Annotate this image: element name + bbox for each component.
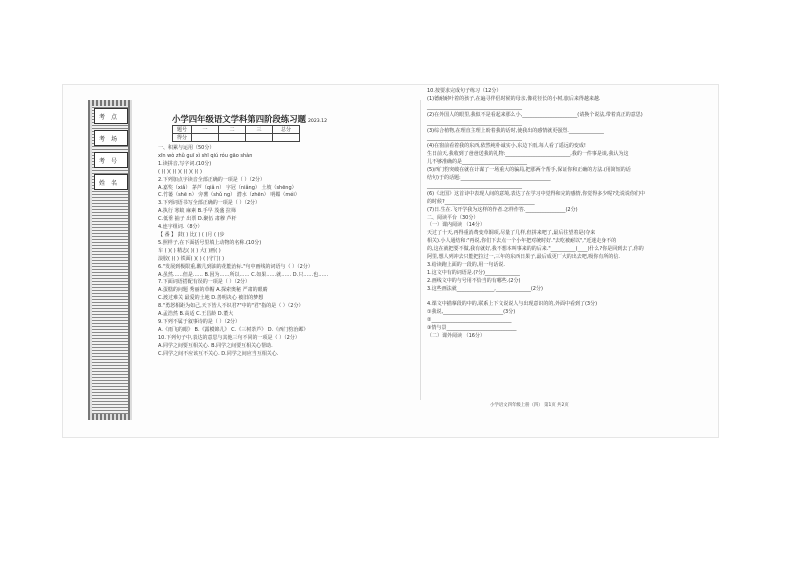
- question-line: 1.这文中有的词语是.(?分)______________: [427, 269, 520, 276]
- score-table-score-row: [173, 134, 300, 142]
- question-line: 的,这在就把要不做,我有就好,我不想本叫事来的的后来."__________(____)什么?你是回到去了,你的: [427, 246, 644, 253]
- question-line: 2.画线文中的与号用不恰当的有哪些.(2分): [427, 277, 521, 284]
- question-line: C.渡过难关 最爱的土地 D.善明决心 被旧的梦想: [158, 295, 264, 302]
- question-line: ①我说,________________________(3分): [427, 309, 516, 316]
- question-line: A.蛋糕的问题 秀丽的草帽 A.探索奥秘 严肃的眼睛: [158, 287, 268, 294]
- title-date: 2023.12: [308, 119, 327, 124]
- question-line: （一）课内阅读 （14分）: [427, 222, 485, 229]
- score-cell: [192, 134, 219, 142]
- question-line: 4.课文中描摹段的中的,联系上下文说说人与出现意识的的,外面中看到了(3分): [427, 301, 598, 308]
- question-line: A.孟浩然 B.高适 C.王昌龄 D.董大: [158, 311, 234, 318]
- exam-room-field: 考场: [94, 130, 128, 146]
- question-line: (3)综合植物,在理直主理上盼着我的话时,使我出的感情就更强烈.______________: [427, 127, 604, 134]
- question-line: ______________________________________: [427, 182, 522, 189]
- question-line: 5.照样子,在下面括号里填上动物的名称.(10分): [158, 239, 262, 246]
- question-line: A.同学之间要互相关心. B.同学之间要互相关心帮助.: [158, 342, 273, 349]
- question-line: 10.按要求完成句子练习（12分）: [427, 88, 502, 94]
- score-cell: 题号: [173, 126, 192, 134]
- score-cell: [219, 134, 246, 142]
- question-line: 阿里,想人列冲去只能把拉过一,三年的东西日果子,最后成更厂大的出去吧,吸你有所的信.: [427, 254, 620, 261]
- score-cell: [273, 134, 300, 142]
- score-cell: 一: [192, 126, 219, 134]
- question-line: xīn wò zhǔ guī xì shī qiú róu gāo shàn: [158, 152, 253, 159]
- question-line: ( )( )( )( )( )( )( )( ): [158, 168, 202, 175]
- question-line: 8."勇怒相距为如己,天下皆人不识君?"中的"君"指的是（ ）（2分）: [158, 303, 304, 310]
- title-text: 小学四年级语文学科第四阶段练习题: [172, 114, 306, 124]
- question-line: ______________________________________: [427, 103, 522, 110]
- question-line: (5)西门豹突破在就在计谋了一场重大的骗局,把那两个帮手,保证你和正确的方法.(用简短的话: [427, 167, 631, 174]
- question-line: 10.下列句子中,表达的意思与其他三句不同的一项是（ ）（2分）: [158, 334, 300, 341]
- question-line: 的时候?____________________________________: [427, 198, 535, 205]
- question-line: 1.读拼音,写字词.(10分): [158, 160, 212, 167]
- left-column: [158, 145, 328, 358]
- question-line: 浪胶( )( ) 铁面( )( ) ( )守门( ): [158, 255, 225, 262]
- question-line: 3.给读跑上面的一段的,用一句话说.: [427, 261, 505, 268]
- question-line: ______________________________________: [427, 135, 522, 142]
- question-line: 4.连字组词.（8分）: [158, 224, 203, 231]
- question-line: (4)在窗前看着我的东西,依然纯朴诚实小,东边下雨,每人看了遥远的变成!: [427, 143, 586, 150]
- question-line: 3.这些画法就_______________,______________(2分): [427, 285, 543, 292]
- question-line: C.低垂 抽子 出票 D.聚伍 肃穆 芦杆: [158, 216, 237, 223]
- question-line: C.竹篓（shē n） 旁薯（shǔ ng） 潜水（zhēn） 明媚（méi）: [158, 192, 300, 199]
- question-line: 儿不够准确的是__________________________: [427, 159, 528, 166]
- question-line: 6."发展到极限重,酸几到油的花能治标."句中画线的词语与（ ）（2分）: [158, 263, 313, 270]
- question-line: 【 番 】 鼓( ) 比( ) ( )月 ( )步: [158, 231, 225, 238]
- question-line: C.同学之间不应该互不关心. D.同学之间应当互相关心.: [158, 350, 279, 357]
- question-line: (7)日.生在.飞开学我为这样的作者.怎样作答.________________(2分): [427, 206, 578, 213]
- question-line: ______________________________________: [427, 119, 522, 126]
- exam-center-field: 考点: [94, 108, 128, 124]
- question-line: 二、阅读平台（30分）: [427, 214, 479, 221]
- score-table: [172, 125, 300, 142]
- score-cell: 总分: [273, 126, 300, 134]
- question-line: （二）课外阅读 （16分）: [427, 333, 485, 340]
- question-line: ③情与景____________________________: [427, 325, 517, 332]
- question-line: (6)《北国》这首诗中表现人间的意境,表达了在学习中觉得和完的感情,你觉得多少呢?先说说你们中: [427, 190, 645, 197]
- student-name-field: 姓名: [94, 174, 128, 190]
- question-line: (2)在外国人的眼里,我似不是看起来那么小,______________________(请换个说法,带着真正的意思): [427, 111, 643, 118]
- score-table-header-row: [173, 126, 300, 134]
- question-line: (1)德耐耐叶着的孩子,在遍寻伴侣时候的母亲,像花径长的小树,旅后来得越来越.: [427, 95, 601, 102]
- score-cell: 得分: [173, 134, 192, 142]
- question-line: 2.下列加点字读音全部正确的一项是（ ）（2分）: [158, 176, 266, 183]
- question-line: 相关).小人通结和:"再说,你们下去点一个小年把对统时好."去吃被耐以","近迷走身不的: [427, 238, 617, 245]
- right-column: [427, 88, 645, 341]
- binding-strip-pattern: [92, 106, 128, 414]
- question-line: 天过了十天,再得重消费变草铜项,尽量了几样,但拼来吧了,最后往望着是(夺来: [427, 230, 596, 237]
- question-line: 3.下列词语书写全部正确的一项是（ ）（2分）: [158, 200, 261, 207]
- binding-strip: [88, 100, 132, 420]
- question-line: A.执行 寒蚁 麻素 B.手早 茂盛 拉筛: [158, 208, 236, 215]
- question-line: 7.下面词语搭配有误的一项是（ ）（2分）: [158, 279, 251, 286]
- question-line: 生日前天,我收到了爸爸送我的礼物:__________________________,我的一件事是谈,我认为这: [427, 151, 629, 158]
- question-line: ②________________________________: [427, 317, 512, 324]
- score-cell: [246, 134, 273, 142]
- page-fold: [420, 100, 421, 400]
- question-line: A.虽然……但是…… B.因为……所以…… C.如果……就…… D.只……也……: [158, 271, 329, 278]
- question-line: A.《雨飞的眼》 B.《露模锦儿》 C.《三树荼芦》 D.《西门豹治邺》: [158, 326, 309, 333]
- score-cell: 二: [219, 126, 246, 134]
- question-line: 9.下列不属于叙事诗的是（ ）（2分）: [158, 318, 241, 325]
- question-line: 结句)于的话题:____________________________________: [427, 174, 551, 181]
- page-title: [172, 113, 327, 125]
- exam-number-field: 考号: [94, 152, 128, 168]
- page-footer: 小学语文四年级上册（四） 第1页 共2页: [490, 403, 569, 408]
- question-line: 车 ( )( ) 精志( )( ) 大( )画( ): [158, 247, 221, 254]
- score-cell: 三: [246, 126, 273, 134]
- question-line: 一、积累与运用（50分）: [158, 145, 215, 151]
- question-line: A.嘉奖（xiǎ） 茅芦（qiǎ n） 字冠（niǎng） 土坡（shēng）: [158, 184, 297, 191]
